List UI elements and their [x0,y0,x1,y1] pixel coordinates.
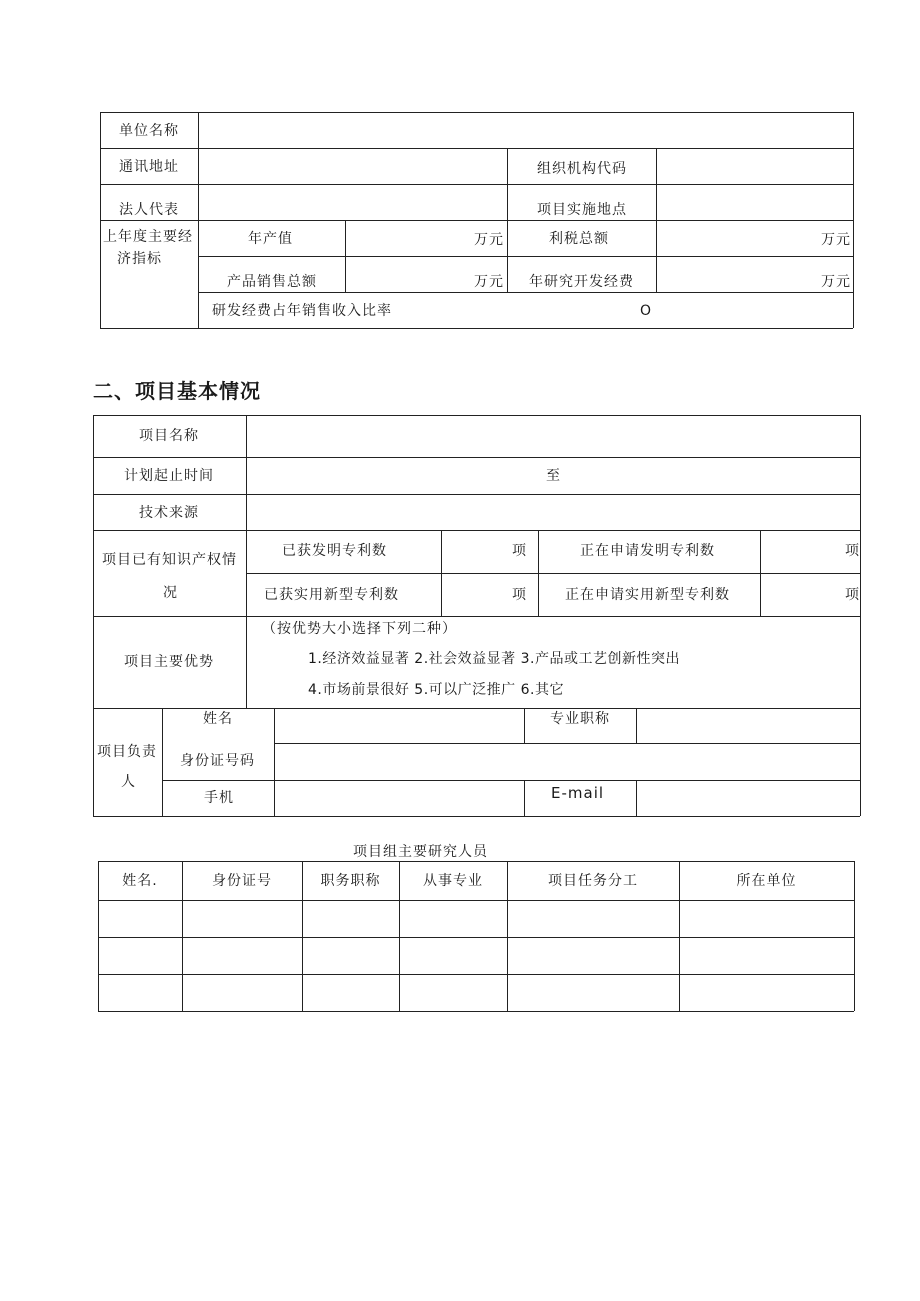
invention-applying-unit: 项 [845,543,860,559]
rd-ratio-label: 研发经费占年销售收入比率 [212,303,392,319]
output-value-unit: 万元 [474,232,504,248]
section-title: 二、项目基本情况 [93,379,261,403]
advantage-options-line1: 1.经济效益显著 2.社会效益显著 3.产品或工艺创新性突出 [308,651,680,667]
project-name-field[interactable] [247,416,859,456]
leader-id-label: 身份证号码 [180,753,255,769]
members-header-title: 职务职称 [320,873,381,889]
leader-name-field[interactable] [275,709,523,742]
project-site-field[interactable] [657,185,852,219]
tax-total-unit: 万元 [821,232,851,248]
leader-email-field[interactable] [637,781,859,815]
advantage-hint: （按优势大小选择下列二种） [262,621,457,637]
members-row[interactable] [99,938,853,973]
legal-rep-field[interactable] [199,185,506,219]
invention-applying-label: 正在申请发明专利数 [580,543,715,559]
invention-obtained-unit: 项 [512,543,527,559]
utility-applying-label: 正在申请实用新型专利数 [565,587,730,603]
members-header-name: 姓名. [122,873,158,889]
output-value-label: 年产值 [248,231,293,247]
leader-phone-field[interactable] [275,781,523,815]
members-header-unit: 所在单位 [736,873,797,889]
org-code-label: 组织机构代码 [537,161,627,177]
members-row[interactable] [99,975,853,1010]
rd-expense-unit: 万元 [821,274,851,290]
project-site-label: 项目实施地点 [537,202,627,218]
utility-applying-unit: 项 [845,587,860,603]
ip-label-cont: 况 [163,585,178,601]
leader-title-label: 专业职称 [550,711,610,727]
schedule-separator: 至 [546,468,561,484]
members-row[interactable] [99,901,853,936]
invention-obtained-label: 已获发明专利数 [282,543,387,559]
advantage-options-line2: 4.市场前景很好 5.可以广泛推广 6.其它 [308,682,564,698]
leader-id-field[interactable] [275,744,859,779]
ip-label: 项目已有知识产权情 [102,552,237,568]
leader-email-label: E-mail [551,784,605,802]
utility-obtained-label: 已获实用新型专利数 [264,587,399,603]
address-field[interactable] [199,149,506,183]
leader-label-cont: 人 [121,774,136,790]
legal-rep-label: 法人代表 [119,202,179,218]
utility-obtained-unit: 项 [512,587,527,603]
unit-name-label: 单位名称 [119,123,179,139]
advantage-label: 项目主要优势 [124,654,214,670]
sales-total-label: 产品销售总额 [227,274,317,290]
project-name-label: 项目名称 [139,428,199,444]
indicators-label: 上年度主要经 [103,229,193,245]
indicators-label-cont: 济指标 [117,251,162,267]
rd-expense-label: 年研究开发经费 [529,274,634,290]
members-caption: 项目组主要研究人员 [353,844,488,860]
rd-ratio-value: O [640,303,653,319]
unit-name-field[interactable] [199,113,852,147]
org-code-field[interactable] [657,149,852,183]
leader-phone-label: 手机 [204,790,234,806]
leader-label: 项目负责 [97,744,157,760]
tax-total-label: 利税总额 [549,231,609,247]
members-header-id: 身份证号 [212,873,272,889]
address-label: 通讯地址 [119,159,179,175]
tech-source-label: 技术来源 [139,505,199,521]
leader-name-label: 姓名 [203,711,233,727]
schedule-label: 计划起止时间 [124,468,214,484]
tech-source-field[interactable] [247,495,859,529]
leader-title-field[interactable] [637,709,859,742]
members-header-major: 从事专业 [423,873,483,889]
sales-total-unit: 万元 [474,274,504,290]
members-header-task: 项目任务分工 [548,873,638,889]
